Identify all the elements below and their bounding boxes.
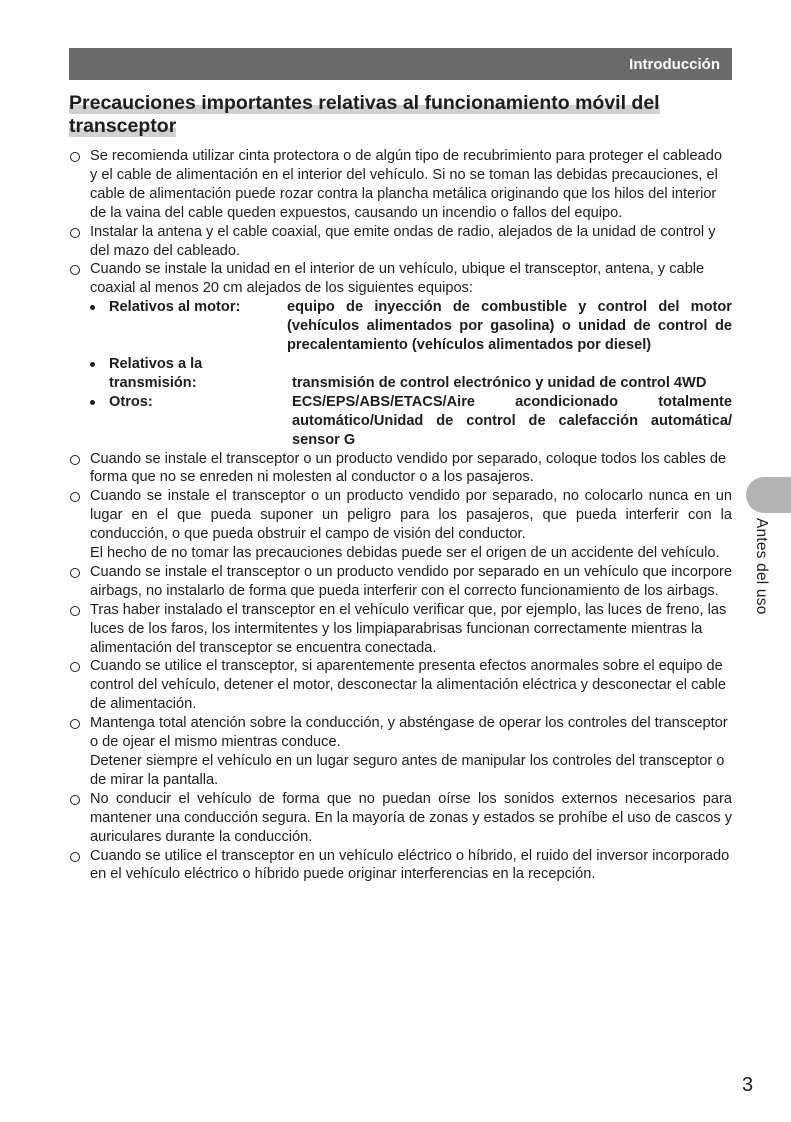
side-tab-label: Antes del uso (753, 518, 770, 615)
item-text: Tras haber instalado el transceptor en el vehículo verificar que, por ejemplo, las luces de freno, las luces de los faros, los intermitentes y los limpiaparabrisas funcionan correctamente mientras la alimentación del transceptor se encuentra conectada. (90, 601, 727, 656)
item-text: Mantenga total atención sobre la conducción, y absténgase de operar los controles del transceptor o de ojear el mismo mientras conduce. (90, 715, 728, 751)
item-note: El hecho de no tomar las precauciones debidas puede ser el origen de un accidente del vehículo. (90, 545, 720, 562)
sublist-item (69, 298, 732, 355)
item-text: Cuando se utilice el transceptor en un vehículo eléctrico o híbrido, el ruido del inversor incorporado en el vehículo eléctrico o híbrido puede originar interferencias en la recepción. (90, 847, 730, 883)
hollow-circle-bullet-icon (70, 455, 80, 465)
hollow-circle-bullet-icon (70, 606, 80, 616)
sublist-item (69, 355, 732, 393)
item-text: Cuando se instale el transceptor o un producto vendido por separado, no colocarlo nunca en un lugar en el que pueda suponer un peligro para los pasajeros, que pueda interferir con la conducción, o que pueda obstruir el campo de visión del conductor. (90, 488, 732, 543)
sublist-label: Otros: (109, 393, 153, 410)
hollow-circle-bullet-icon (70, 852, 80, 862)
title-line-1: Precauciones importantes relativas al funcionamiento móvil del (69, 92, 660, 114)
sublist-value: ECS/EPS/ABS/ETACS/Aire acondicionado totalmente automático/Unidad de control de calefacción automática/ sensor G (292, 393, 732, 448)
section-title: Introducción (629, 55, 720, 73)
list-item (69, 601, 732, 658)
list-item (69, 147, 732, 223)
equipment-sublist (69, 298, 732, 449)
hollow-circle-bullet-icon (70, 152, 80, 162)
sublist-item (69, 393, 732, 450)
hollow-circle-bullet-icon (70, 492, 80, 502)
hollow-circle-bullet-icon (70, 719, 80, 729)
side-tab-marker (746, 477, 791, 513)
item-text: Cuando se utilice el transceptor, si aparentemente presenta efectos anormales sobre el equipo de control del vehículo, detener el motor, desconectar la alimentación eléctrica y desconectar el cable de alimentación. (90, 658, 726, 713)
title-line-2: transceptor (69, 115, 177, 137)
sublist-value: transmisión de control electrónico y unidad de control 4WD (292, 374, 707, 391)
list-item (69, 563, 732, 601)
item-text: Cuando se instale el transceptor o un producto vendido por separado, coloque todos los cables de forma que no se enreden ni molesten al conductor o a los pasajeros. (90, 450, 727, 486)
item-text: Cuando se instale el transceptor o un producto vendido por separado en un vehículo que incorpore airbags, no instalarlo de forma que pueda interferir con el correcto funcionamiento de los airbags. (90, 563, 732, 599)
page-number: 3 (742, 1074, 754, 1096)
hollow-circle-bullet-icon (70, 228, 80, 238)
list-item (69, 450, 732, 488)
hollow-circle-bullet-icon (70, 795, 80, 805)
list-item (69, 223, 732, 261)
sublist-value: equipo de inyección de combustible y control del motor (vehículos alimentados por gasolina) o unidad de control de precalentamiento (vehículos alimentados por diesel) (287, 299, 732, 354)
hollow-circle-bullet-icon (70, 265, 80, 275)
filled-dot-bullet-icon (90, 400, 95, 405)
list-item (69, 260, 732, 298)
list-item (69, 657, 732, 714)
filled-dot-bullet-icon (90, 362, 95, 367)
sublist-label: Relativos al motor: (109, 299, 241, 316)
item-text: Cuando se instale la unidad en el interior de un vehículo, ubique el transceptor, antena, y cable coaxial al menos 20 cm alejados de los siguientes equipos: (90, 261, 705, 297)
list-item (69, 790, 732, 847)
item-text: Instalar la antena y el cable coaxial, que emite ondas de radio, alejados de la unidad de control y del mazo del cableado. (90, 223, 716, 259)
section-header-bar (69, 48, 732, 80)
hollow-circle-bullet-icon (70, 568, 80, 578)
list-item (69, 847, 732, 885)
list-item (69, 714, 732, 790)
list-item (69, 487, 732, 563)
page-title (69, 92, 732, 138)
item-text: Se recomienda utilizar cinta protectora o de algún tipo de recubrimiento para proteger el cableado y el cable de alimentación en el interior del vehículo. Si no se toman las debidas precauciones, el cable de alimentación puede rozar contra la plancha metálica originando que los hilos del interior de la vaina del cable queden expuestos, causando un incendio o fallos del equipo. (90, 148, 722, 221)
precautions-list (69, 147, 732, 884)
item-text: No conducir el vehículo de forma que no puedan oírse los sonidos externos necesarios para mantener una conducción segura. En la mayoría de zonas y estados se prohíbe el uso de cascos y auriculares durante la conducción. (90, 790, 732, 845)
hollow-circle-bullet-icon (70, 662, 80, 672)
item-note: Detener siempre el vehículo en un lugar seguro antes de manipular los controles del transceptor o de mirar la pantalla. (90, 753, 725, 788)
sublist-label: Relativos a la transmisión: (109, 355, 203, 391)
